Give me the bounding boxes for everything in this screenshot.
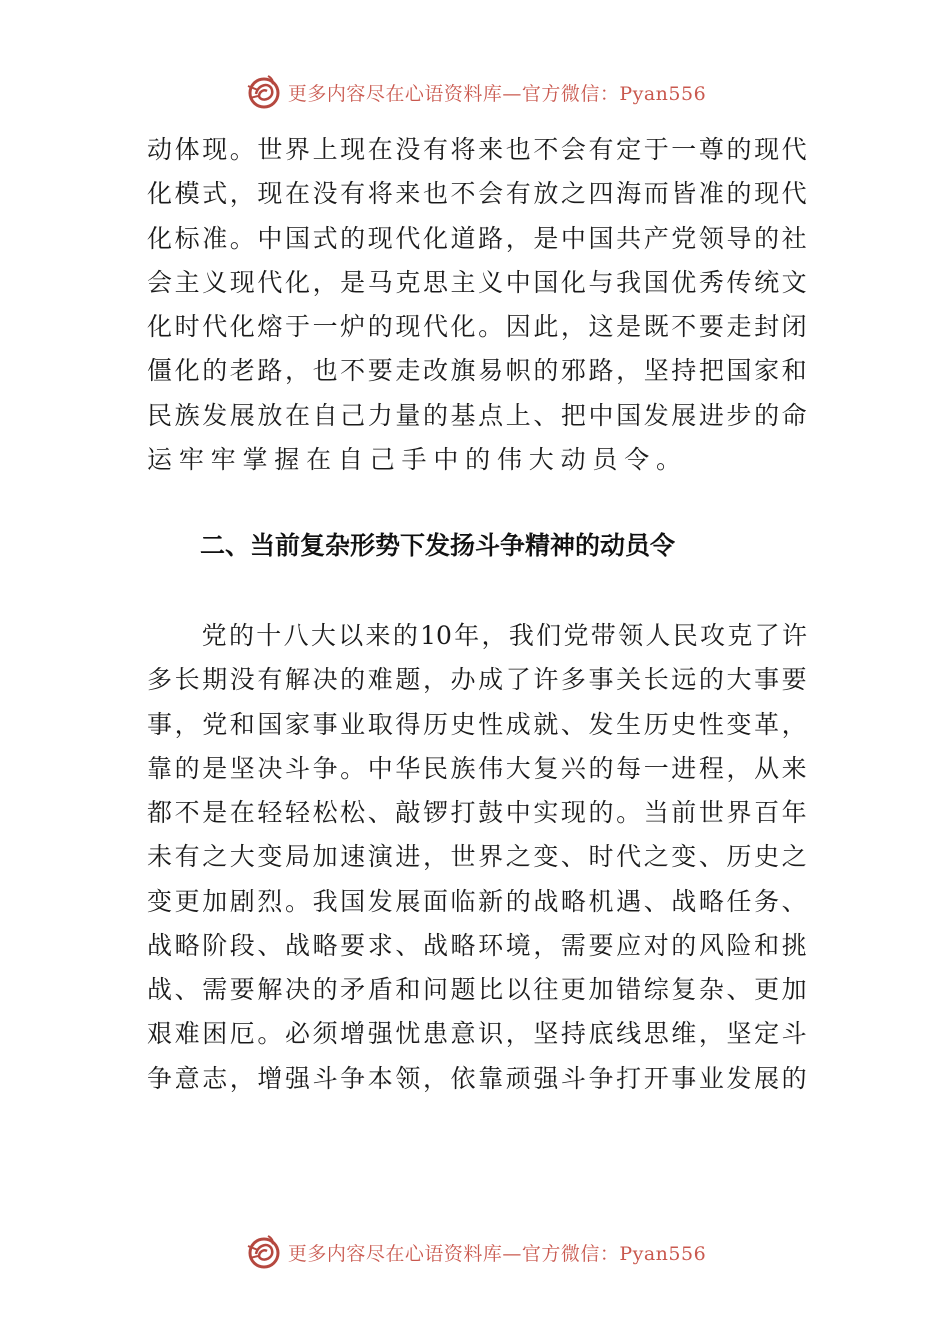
footer-banner <box>0 1230 950 1274</box>
text-line: 化 时 代 化 熔 于 一 炉 的 现 代 化 。 因 此 ， 这 是 既 不 要 走 封 闭 <box>147 312 807 341</box>
text-line: 未 有 之 大 变 局 加 速 演 进 ， 世 界 之 变 、 时 代 之 变 、 历 史 之 <box>147 842 807 872</box>
header-banner-text: 更多内容尽在心语资料库—官方微信：Pyan556 <box>287 82 707 105</box>
text-line: 运 牢 牢 掌 握 在 自 己 手 中 的 伟 大 动 员 令 。 <box>147 444 682 474</box>
header-banner <box>0 70 950 114</box>
section-heading: 二、当前复杂形势下发扬斗争精神的动员令 <box>200 531 676 560</box>
text-line: 艰 难 困 厄 。 必 须 增 强 忧 患 意 识 ， 坚 持 底 线 思 维 ， 坚 定 斗 <box>147 1019 807 1049</box>
footer-banner-text: 更多内容尽在心语资料库—官方微信：Pyan556 <box>287 1242 707 1265</box>
text-line: 党 的 十 八 大 以 来 的 10 年 ， 我 们 党 带 领 人 民 攻 克 了 许 <box>201 621 807 650</box>
rose-logo-icon <box>244 72 284 112</box>
text-line: 都 不 是 在 轻 轻 松 松 、 敲 锣 打 鼓 中 实 现 的 。 当 前 世 界 百 年 <box>147 798 807 827</box>
text-line: 变 更 加 剧 烈 。 我 国 发 展 面 临 新 的 战 略 机 遇 、 战 略 任 务 、 <box>147 886 807 916</box>
rose-logo-icon <box>244 1232 284 1272</box>
text-line: 民 族 发 展 放 在 自 己 力 量 的 基 点 上 、 把 中 国 发 展 进 步 的 命 <box>147 400 807 430</box>
text-line: 动 体 现 。 世 界 上 现 在 没 有 将 来 也 不 会 有 定 于 一 尊 的 现 代 <box>147 135 807 164</box>
text-line: 争 意 志 ， 增 强 斗 争 本 领 ， 依 靠 顽 强 斗 争 打 开 事 业 发 展 的 <box>147 1063 807 1093</box>
text-line: 僵 化 的 老 路 ， 也 不 要 走 改 旗 易 帜 的 邪 路 ， 坚 持 把 国 家 和 <box>147 356 807 386</box>
text-line: 会 主 义 现 代 化 ， 是 马 克 思 主 义 中 国 化 与 我 国 优 秀 传 统 文 <box>147 267 807 297</box>
paragraph-body <box>147 614 807 1101</box>
paragraph-continuation <box>147 128 807 482</box>
text-line: 多 长 期 没 有 解 决 的 难 题 ， 办 成 了 许 多 事 关 长 远 的 大 事 要 <box>147 665 807 695</box>
text-line: 事 ， 党 和 国 家 事 业 取 得 历 史 性 成 就 、 发 生 历 史 性 变 革 ， <box>147 709 807 739</box>
text-line: 靠 的 是 坚 决 斗 争 。 中 华 民 族 伟 大 复 兴 的 每 一 进 程 ， 从 来 <box>147 753 807 783</box>
text-line: 战 略 阶 段 、 战 略 要 求 、 战 略 环 境 ， 需 要 应 对 的 风 险 和 挑 <box>147 930 807 960</box>
text-line: 战 、 需 要 解 决 的 矛 盾 和 问 题 比 以 往 更 加 错 综 复 杂 、 更 加 <box>147 975 807 1004</box>
text-line: 化 标 准 。 中 国 式 的 现 代 化 道 路 ， 是 中 国 共 产 党 领 导 的 社 <box>147 223 807 253</box>
text-line: 化 模 式 ， 现 在 没 有 将 来 也 不 会 有 放 之 四 海 而 皆 准 的 现 代 <box>147 179 807 209</box>
